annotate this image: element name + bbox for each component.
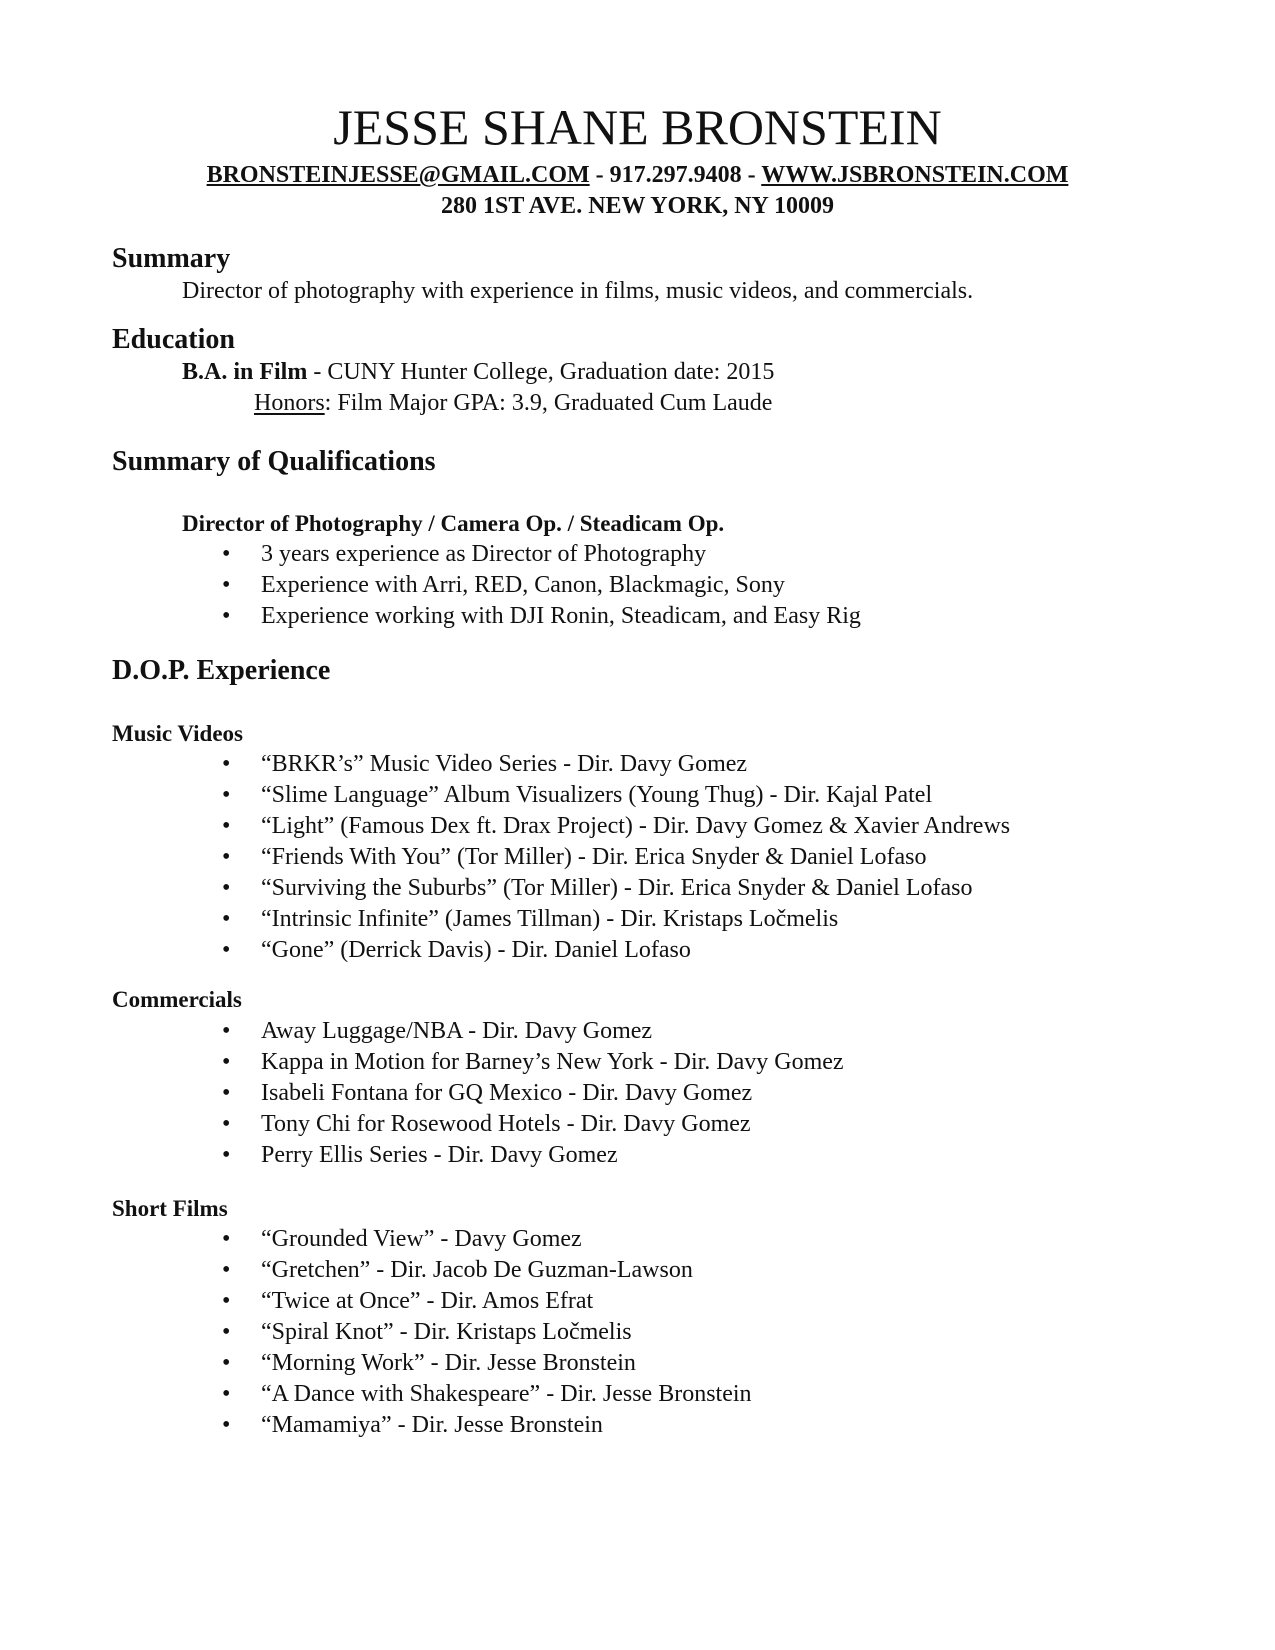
email-link[interactable]: BRONSTEINJESSE@GMAIL.COM [206, 162, 590, 188]
summary-heading: Summary [112, 243, 231, 274]
bullet-icon: • [222, 1288, 231, 1314]
list-item-text: “Morning Work” - Dir. Jesse Bronstein [261, 1350, 636, 1376]
list-item-text: 3 years experience as Director of Photography [261, 541, 707, 567]
list-item-text: “Surviving the Suburbs” (Tor Miller) - Dir. Erica Snyder & Daniel Lofaso [261, 875, 973, 901]
bullet-icon: • [222, 906, 231, 932]
honors-label: Honors [254, 390, 325, 416]
website-link[interactable]: WWW.JSBRONSTEIN.COM [761, 162, 1069, 188]
list-item-text: “Gretchen” - Dir. Jacob De Guzman-Lawson [261, 1257, 693, 1283]
qualifications-subheading: Director of Photography / Camera Op. / Steadicam Op. [182, 511, 725, 536]
bullet-icon: • [222, 1142, 231, 1168]
list-item-text: “Intrinsic Infinite” (James Tillman) - Dir. Kristaps Ločmelis [261, 906, 839, 932]
degree-school: - CUNY Hunter College, Graduation date: 2015 [307, 359, 775, 385]
bullet-icon: • [222, 1319, 231, 1345]
bullet-icon: • [222, 1350, 231, 1376]
bullet-icon: • [222, 1412, 231, 1438]
bullet-icon: • [222, 541, 231, 567]
list-item-text: “Gone” (Derrick Davis) - Dir. Daniel Lofaso [261, 937, 691, 963]
contact-separator: - [741, 162, 762, 188]
list-item-text: “Spiral Knot” - Dir. Kristaps Ločmelis [261, 1319, 632, 1345]
dop-experience-heading: D.O.P. Experience [112, 655, 331, 686]
list-item-text: Isabeli Fontana for GQ Mexico - Dir. Davy Gomez [261, 1080, 753, 1106]
bullet-icon: • [222, 603, 231, 629]
bullet-icon: • [222, 782, 231, 808]
list-item-text: Kappa in Motion for Barney’s New York - Dir. Davy Gomez [261, 1049, 844, 1075]
short-films-heading: Short Films [112, 1196, 228, 1221]
bullet-icon: • [222, 1226, 231, 1252]
bullet-icon: • [222, 813, 231, 839]
list-item-text: Tony Chi for Rosewood Hotels - Dir. Davy Gomez [261, 1111, 751, 1137]
bullet-icon: • [222, 1080, 231, 1106]
honors-text: : Film Major GPA: 3.9, Graduated Cum Laude [324, 390, 773, 416]
bullet-icon: • [222, 1111, 231, 1137]
qualifications-heading: Summary of Qualifications [112, 446, 436, 477]
phone-number: 917.297.9408 [609, 162, 742, 188]
list-item-text: “Mamamiya” - Dir. Jesse Bronstein [261, 1412, 603, 1438]
list-item-text: “Friends With You” (Tor Miller) - Dir. Erica Snyder & Daniel Lofaso [261, 844, 927, 870]
list-item-text: “Slime Language” Album Visualizers (Young Thug) - Dir. Kajal Patel [261, 782, 933, 808]
bullet-icon: • [222, 572, 231, 598]
list-item-text: “Light” (Famous Dex ft. Drax Project) - Dir. Davy Gomez & Xavier Andrews [261, 813, 1011, 839]
degree-title: B.A. in Film [182, 359, 308, 385]
resume-name: JESSE SHANE BRONSTEIN [333, 99, 942, 155]
summary-text: Director of photography with experience in films, music videos, and commercials. [182, 278, 974, 304]
bullet-icon: • [222, 937, 231, 963]
bullet-icon: • [222, 844, 231, 870]
bullet-icon: • [222, 1257, 231, 1283]
education-degree-line [182, 357, 774, 387]
list-item-text: “Grounded View” - Davy Gomez [261, 1226, 582, 1252]
list-item-text: Experience working with DJI Ronin, Steadicam, and Easy Rig [261, 603, 861, 629]
bullet-icon: • [222, 1049, 231, 1075]
education-heading: Education [112, 324, 235, 355]
bullet-icon: • [222, 1381, 231, 1407]
contact-separator: - [589, 162, 610, 188]
education-honors-line [254, 388, 772, 418]
bullet-icon: • [222, 1018, 231, 1044]
list-item-text: Experience with Arri, RED, Canon, Blackmagic, Sony [261, 572, 785, 598]
music-videos-heading: Music Videos [112, 721, 243, 746]
bullet-icon: • [222, 751, 231, 777]
list-item-text: Away Luggage/NBA - Dir. Davy Gomez [261, 1018, 653, 1044]
address-line: 280 1ST AVE. NEW YORK, NY 10009 [441, 193, 834, 219]
list-item-text: Perry Ellis Series - Dir. Davy Gomez [261, 1142, 618, 1168]
list-item-text: “BRKR’s” Music Video Series - Dir. Davy Gomez [261, 751, 748, 777]
list-item-text: “Twice at Once” - Dir. Amos Efrat [261, 1288, 594, 1314]
contact-line [0, 160, 1275, 190]
list-item-text: “A Dance with Shakespeare” - Dir. Jesse Bronstein [261, 1381, 752, 1407]
commercials-heading: Commercials [112, 987, 242, 1012]
bullet-icon: • [222, 875, 231, 901]
